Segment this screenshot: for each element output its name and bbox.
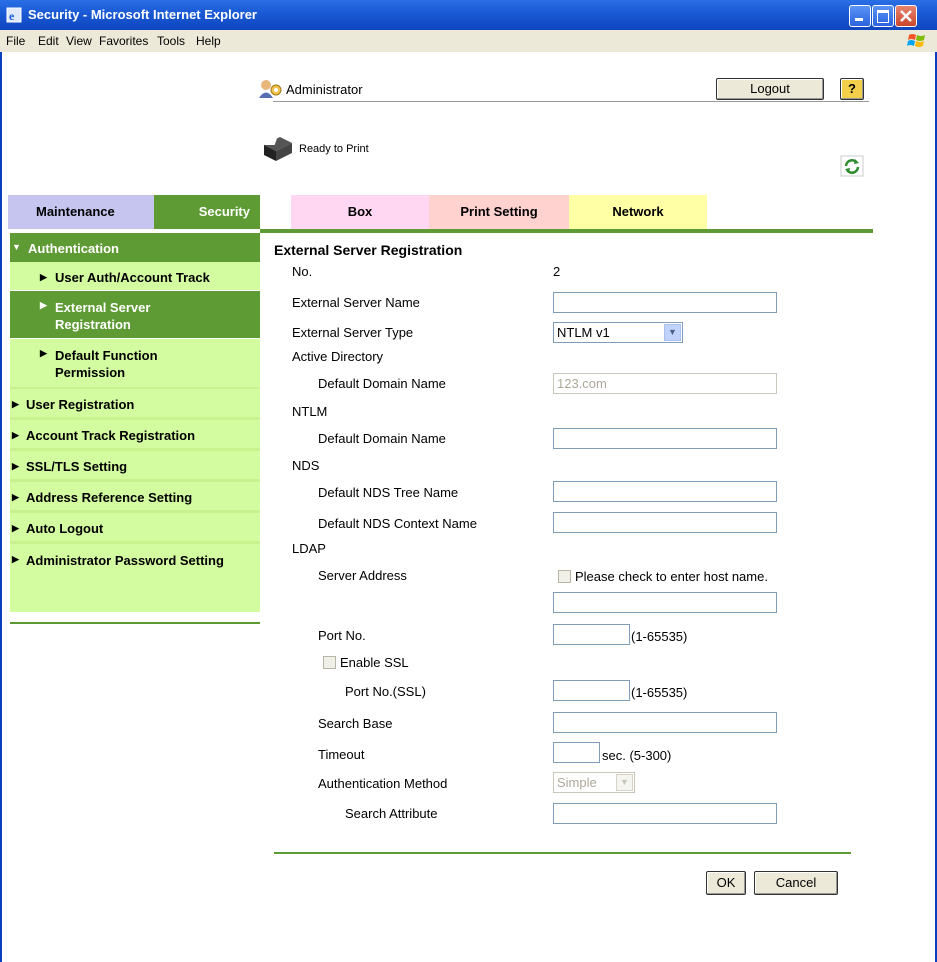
ntlm-default-domain-input[interactable] — [553, 428, 777, 449]
sidebar-item-label: Address Reference Setting — [26, 490, 193, 505]
form-title: External Server Registration — [274, 242, 463, 258]
authentication-method-select[interactable] — [553, 772, 635, 793]
tab-maintenance[interactable]: Maintenance — [8, 195, 154, 229]
sidebar-authentication-label: Authentication — [28, 241, 119, 256]
external-server-name-input[interactable] — [553, 292, 777, 313]
chevron-down-icon: ▼ — [664, 324, 681, 341]
sidebar-item-auto-logout[interactable] — [10, 513, 260, 541]
sidebar-item-ssl-tls-setting[interactable] — [10, 451, 260, 479]
enable-ssl-label: Enable SSL — [340, 655, 409, 670]
sidebar-blank — [10, 612, 260, 787]
triangle-right-icon: ▶ — [12, 492, 19, 502]
ldap-heading: LDAP — [292, 541, 326, 556]
header-divider — [273, 101, 869, 102]
port-label: Port No. — [318, 628, 366, 643]
menu-file[interactable]: File — [6, 34, 26, 48]
host-name-checkbox[interactable] — [558, 570, 571, 583]
sidebar-spacer — [10, 592, 260, 612]
server-address-label: Server Address — [318, 568, 407, 583]
server-address-input[interactable] — [553, 592, 777, 613]
tab-network[interactable]: Network — [569, 195, 707, 229]
search-attribute-label: Search Attribute — [345, 806, 438, 821]
menu-edit[interactable]: Edit — [38, 34, 59, 48]
cancel-button[interactable]: Cancel — [754, 871, 838, 895]
port-ssl-range-label: (1-65535) — [631, 685, 688, 700]
triangle-right-icon: ▶ — [40, 272, 47, 282]
logout-button[interactable]: Logout — [716, 78, 824, 100]
menu-bar — [0, 30, 937, 53]
external-server-type-select[interactable] — [553, 322, 683, 343]
external-server-type-value: NTLM v1 — [557, 325, 610, 340]
sidebar-item-authentication[interactable] — [10, 233, 260, 262]
external-server-name-label: External Server Name — [292, 295, 420, 310]
minimize-icon — [855, 18, 863, 21]
sidebar-item-label: Administrator Password Setting — [26, 553, 224, 568]
close-icon — [896, 6, 916, 26]
ntlm-default-domain-label: Default Domain Name — [318, 431, 446, 446]
sidebar-item-user-auth-account-track[interactable] — [10, 262, 260, 291]
maximize-button[interactable] — [872, 5, 894, 27]
sidebar-item-label: User Registration — [26, 397, 135, 412]
search-attribute-input[interactable] — [553, 803, 777, 824]
triangle-right-icon: ▶ — [40, 348, 47, 358]
nds-context-name-label: Default NDS Context Name — [318, 516, 477, 531]
sidebar-item-address-reference-setting[interactable] — [10, 482, 260, 510]
ad-default-domain-input[interactable]: 123.com — [553, 373, 777, 394]
printer-status-label: Ready to Print — [299, 143, 369, 155]
external-server-type-label: External Server Type — [292, 325, 414, 340]
enable-ssl-checkbox[interactable] — [323, 656, 336, 669]
authentication-method-label: Authentication Method — [318, 776, 448, 791]
form-bottom-rule — [274, 852, 851, 854]
browser-content — [0, 52, 937, 962]
window-title: Security - Microsoft Internet Explorer — [28, 7, 257, 22]
host-name-checkbox-label: Please check to enter host name. — [575, 569, 768, 584]
triangle-right-icon: ▶ — [12, 430, 19, 440]
port-range-label: (1-65535) — [631, 629, 688, 644]
minimize-button[interactable] — [849, 5, 871, 27]
sidebar-bottom-rule — [10, 622, 260, 624]
menu-view[interactable]: View — [66, 34, 92, 48]
port-ssl-input[interactable] — [553, 680, 630, 701]
nds-tree-name-input[interactable] — [553, 481, 777, 502]
svg-text:e: e — [9, 9, 15, 23]
sidebar-item-administrator-password-setting[interactable] — [10, 544, 260, 592]
refresh-icon[interactable] — [840, 155, 864, 177]
printer-status-icon — [260, 133, 294, 163]
tab-underline — [260, 229, 873, 233]
no-label: No. — [292, 264, 313, 279]
timeout-unit-label: sec. (5-300) — [602, 748, 672, 763]
nds-heading: NDS — [292, 458, 320, 473]
windows-logo-icon — [907, 32, 927, 50]
sidebar-item-label: Account Track Registration — [26, 428, 196, 443]
ok-button[interactable]: OK — [706, 871, 746, 895]
search-base-input[interactable] — [553, 712, 777, 733]
triangle-right-icon: ▶ — [12, 523, 19, 533]
sidebar-item-label: Auto Logout — [26, 521, 104, 536]
sidebar-item-default-function-permission[interactable] — [10, 339, 260, 387]
nds-context-name-input[interactable] — [553, 512, 777, 533]
search-base-label: Search Base — [318, 716, 393, 731]
triangle-right-icon: ▶ — [40, 300, 47, 310]
tab-box[interactable]: Box — [291, 195, 429, 229]
sidebar-item-label: SSL/TLS Setting — [26, 459, 128, 474]
timeout-label: Timeout — [318, 747, 365, 762]
no-value: 2 — [553, 264, 561, 279]
ad-default-domain-label: Default Domain Name — [318, 376, 446, 391]
menu-tools[interactable]: Tools — [157, 34, 186, 48]
tab-print-setting[interactable]: Print Setting — [429, 195, 569, 229]
triangle-right-icon: ▶ — [12, 399, 19, 409]
sidebar-item-user-registration[interactable] — [10, 389, 260, 417]
sidebar-item-account-track-registration[interactable] — [10, 420, 260, 448]
menu-favorites[interactable]: Favorites — [99, 34, 149, 48]
port-ssl-label: Port No.(SSL) — [345, 684, 426, 699]
help-button[interactable]: ? — [840, 78, 864, 100]
timeout-input[interactable] — [553, 742, 600, 763]
tab-security[interactable]: Security — [154, 195, 260, 229]
chevron-down-icon: ▼ — [616, 774, 633, 791]
maximize-icon — [877, 10, 889, 23]
port-input[interactable] — [553, 624, 630, 645]
internet-explorer-icon — [6, 7, 22, 23]
close-button[interactable] — [895, 5, 917, 27]
sidebar-item-external-server-registration[interactable] — [10, 291, 260, 339]
authentication-method-value: Simple — [557, 775, 597, 790]
window-title-bar — [0, 0, 937, 30]
triangle-down-icon: ▼ — [12, 242, 21, 252]
ntlm-heading: NTLM — [292, 404, 328, 419]
sidebar-sub-label: Default Function Permission — [55, 348, 158, 380]
administrator-icon — [258, 79, 284, 99]
active-directory-heading: Active Directory — [292, 349, 384, 364]
triangle-right-icon: ▶ — [12, 554, 19, 564]
sidebar-sub-label: External Server Registration — [55, 300, 151, 332]
triangle-right-icon: ▶ — [12, 461, 19, 471]
administrator-label: Administrator — [286, 82, 363, 97]
nds-tree-name-label: Default NDS Tree Name — [318, 485, 459, 500]
menu-help[interactable]: Help — [196, 34, 221, 48]
sidebar-sub-label: User Auth/Account Track — [55, 270, 210, 285]
